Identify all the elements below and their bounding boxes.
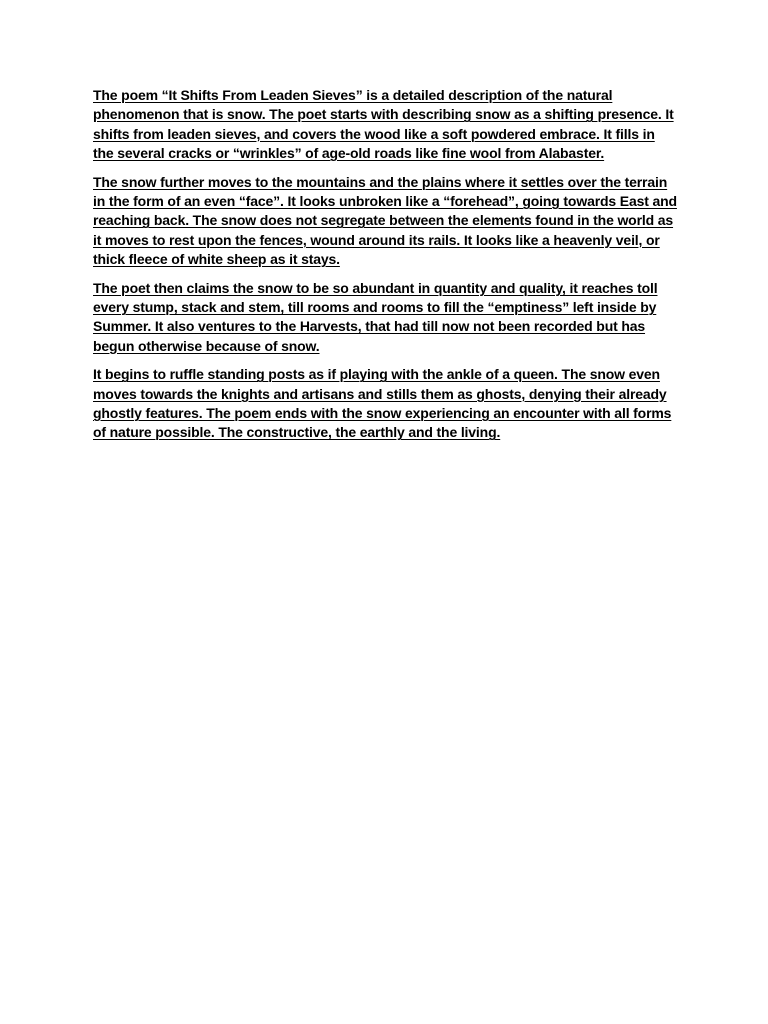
document-body xyxy=(93,86,677,452)
paragraph-4: It begins to ruffle standing posts as if playing with the ankle of a queen. The snow even moves towards the knights and artisans and stills them as ghosts, denying their already ghostly features. The poem ends with the snow experiencing an encounter with all forms of nature possible. The constructive, the earthly and the living. xyxy=(93,366,672,441)
paragraph-1: The poem “It Shifts From Leaden Sieves” is a detailed description of the natural phenomenon that is snow. The poet starts with describing snow as a shifting presence. It shifts from leaden sieves, and covers the wood like a soft powdered embrace. It fills in the several cracks or “wrinkles” of age-old roads like fine wool from Alabaster. xyxy=(93,87,674,161)
paragraph-3: The poet then claims the snow to be so abundant in quantity and quality, it reaches toll every stump, stack and stem, till rooms and rooms to fill the “emptiness” left inside by Summer. It also ventures to the Harvests, that had till now not been recorded but has begun otherwise because of snow. xyxy=(93,279,658,354)
paragraph-2: The snow further moves to the mountains and the plains where it settles over the terrain in the form of an even “face”. It looks unbroken like a “forehead”, going towards East and reaching back. The snow does not segregate between the elements found in the world as it moves to rest upon the fences, wound around its rails. It looks like a heavenly veil, or thick fleece of white sheep as it stays. xyxy=(93,173,677,267)
